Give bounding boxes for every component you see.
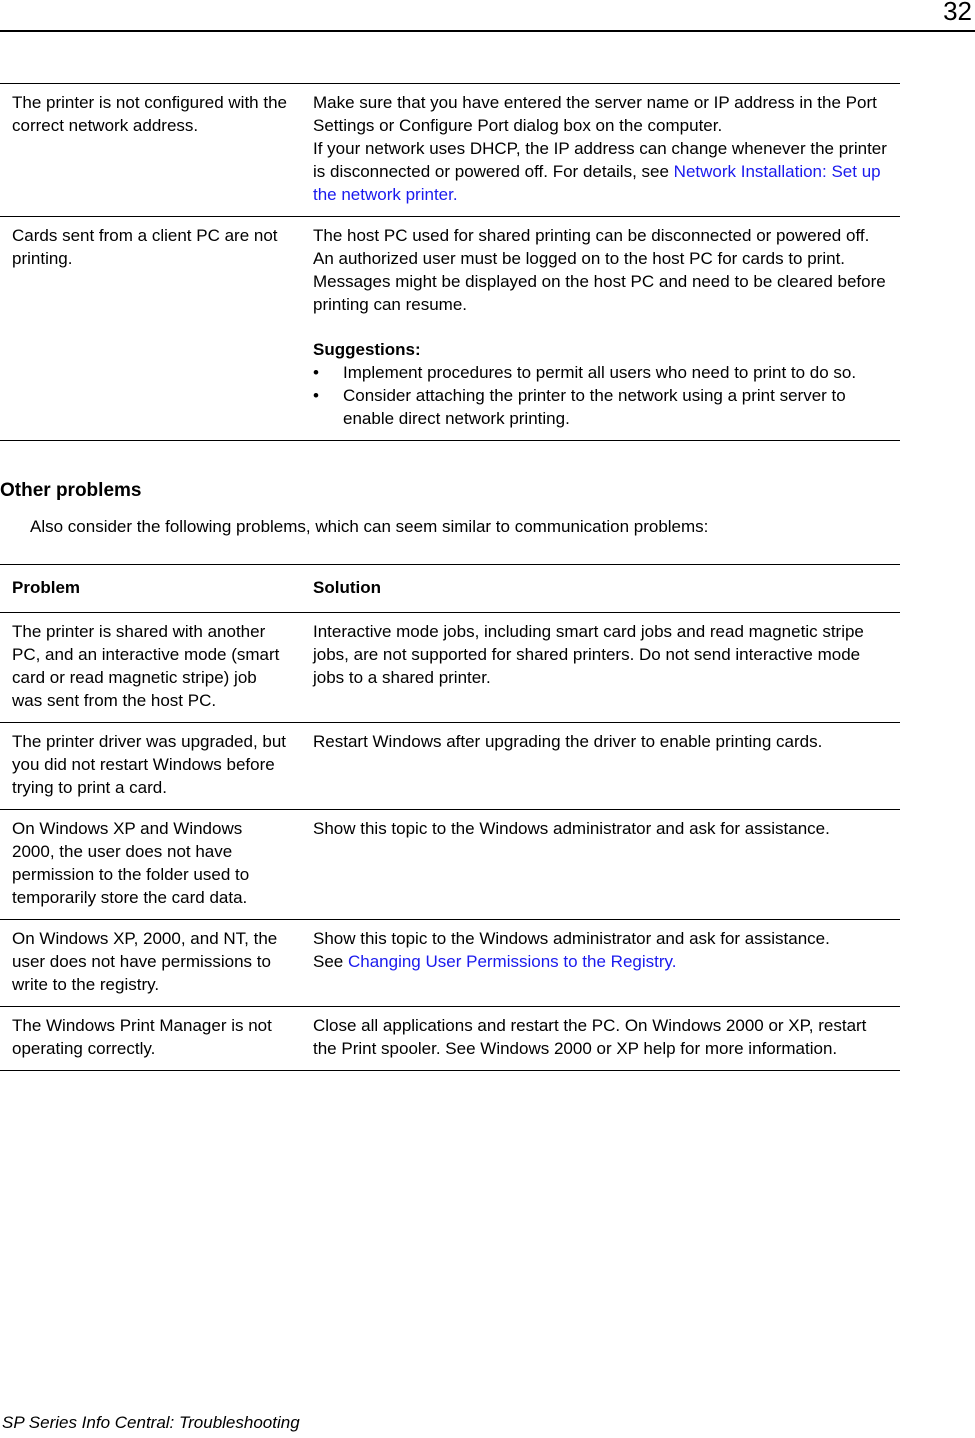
table-row xyxy=(0,613,900,723)
solution-text: Show this topic to the Windows administrator and ask for assistance. xyxy=(313,929,830,948)
list-item: • Consider attaching the printer to the network using a print server to enable direct network printing. xyxy=(313,386,846,428)
problem-cell: The Windows Print Manager is not operating correctly. xyxy=(12,1016,272,1058)
solution-cell: Close all applications and restart the PC. On Windows 2000 or XP, restart the Print spooler. See Windows 2000 or XP help for more information. xyxy=(313,1016,867,1058)
column-header-solution: Solution xyxy=(313,578,381,597)
problem-cell: The printer driver was upgraded, but you did not restart Windows before trying to print a card. xyxy=(12,732,287,797)
problem-cell: On Windows XP and Windows 2000, the user does not have permission to the folder used to temporarily store the card data. xyxy=(12,819,250,907)
column-header-problem: Problem xyxy=(12,578,81,597)
registry-permissions-link[interactable]: Changing User Permissions to the Registry. xyxy=(347,952,677,971)
solution-text: See Changing User Permissions to the Registry. xyxy=(313,952,677,971)
section-intro: Also consider the following problems, which can seem similar to communication problems: xyxy=(30,517,709,536)
other-problems-table xyxy=(0,564,900,1071)
section-heading: Other problems xyxy=(0,480,142,501)
solution-cell xyxy=(300,217,900,440)
solution-cell: Interactive mode jobs, including smart card jobs and read magnetic stripe jobs, are not supported for shared printers. Do not send interactive mode jobs to a shared printer. xyxy=(313,622,864,687)
solution-text: The host PC used for shared printing can be disconnected or powered off. An authorized user must be logged on to the host PC for cards to print. Messages might be displayed on the host PC and need to be cleared before printing can resume. xyxy=(313,226,886,314)
page-number: 32 xyxy=(943,0,972,26)
problem-cell: On Windows XP, 2000, and NT, the user does not have permissions to write to the registry. xyxy=(12,929,278,994)
table-row xyxy=(0,1007,900,1071)
table-row xyxy=(0,723,900,810)
bullet-icon: • xyxy=(313,363,319,382)
table-row xyxy=(0,83,900,217)
problem-cell: The printer is shared with another PC, and an interactive mode (smart card or read magnetic stripe) job was sent from the host PC. xyxy=(12,622,280,710)
problem-cell: Cards sent from a client PC are not printing. xyxy=(12,226,278,268)
solution-cell xyxy=(300,920,900,1006)
table-header-row xyxy=(0,564,900,613)
solution-cell xyxy=(300,84,900,216)
network-problems-table xyxy=(0,83,900,441)
problem-cell: The printer is not configured with the correct network address. xyxy=(12,93,287,135)
header-rule xyxy=(0,30,975,32)
solution-cell: Show this topic to the Windows administrator and ask for assistance. xyxy=(313,819,830,838)
table-row xyxy=(0,217,900,441)
list-item: • Implement procedures to permit all users who need to print to do so. xyxy=(313,363,857,382)
solution-text: If your network uses DHCP, the IP address can change whenever the printer is disconnected or powered off. For details, see Network Installation: Set up the network printer. xyxy=(313,139,887,204)
bullet-icon: • xyxy=(313,386,319,405)
table-row xyxy=(0,810,900,920)
page-footer: SP Series Info Central: Troubleshooting xyxy=(2,1413,300,1432)
solution-cell: Restart Windows after upgrading the driver to enable printing cards. xyxy=(313,732,823,751)
network-installation-link[interactable]: Network Installation: Set up the network printer xyxy=(313,162,881,204)
suggestions-label: Suggestions: xyxy=(313,340,421,359)
solution-text: Make sure that you have entered the server name or IP address in the Port Settings or Configure Port dialog box on the computer. xyxy=(313,93,877,135)
table-row xyxy=(0,920,900,1007)
